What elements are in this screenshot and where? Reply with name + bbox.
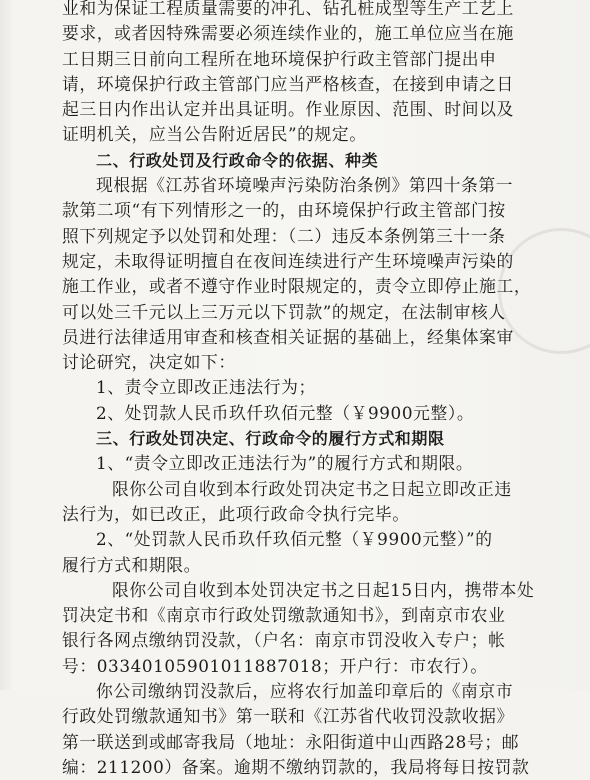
document-line: 可以处三千元以上三万元以下罚款”的规定，在法制审核人 bbox=[62, 301, 506, 322]
document-line: 银行各网点缴纳罚没款，（户名：南京市罚没收入专户；帐 bbox=[62, 630, 506, 651]
document-body bbox=[62, 0, 535, 780]
document-line: 法行为，如已改正，此项行政命令执行完毕。 bbox=[62, 503, 410, 524]
document-line: 要求，或者因特殊需要必须连续作业的，施工单位应当在施 bbox=[62, 23, 514, 44]
document-line: 1、“责令立即改正违法行为”的履行方式和期限。 bbox=[96, 453, 474, 474]
document-line: 号：03340105901011887018；开户行：市农行）。 bbox=[62, 655, 488, 676]
document-line: 规定，未取得证明擅自在夜间连续进行产生环境噪声污染的 bbox=[62, 250, 514, 271]
document-line: 讨论研究，决定如下： bbox=[62, 352, 236, 373]
document-line: 罚决定书和《南京市行政处罚缴款通知书》，到南京市农业 bbox=[62, 605, 506, 626]
document-line: 限你公司自收到本处罚决定书之日起15日内，携带本处 bbox=[112, 579, 535, 600]
document-line: 员进行法律适用审查和核查相关证据的基础上，经集体案审 bbox=[62, 326, 514, 347]
document-line: 工日期三日前向工程所在地环境保护行政主管部门提出申 bbox=[62, 48, 497, 69]
document-line: 业和为保证工程质量需要的冲孔、钻孔桩成型等生产工艺上 bbox=[62, 0, 514, 18]
document-line: 2、“处罚款人民币玖仟玖佰元整（￥9900元整）”的 bbox=[96, 529, 493, 550]
document-line: 限你公司自收到本行政处罚决定书之日起立即改正违 bbox=[112, 478, 512, 499]
document-line: 三、行政处罚决定、行政命令的履行方式和期限 bbox=[96, 429, 445, 449]
document-line: 款第二项“有下列情形之一的，由环境保护行政主管部门按 bbox=[62, 200, 506, 221]
document-line: 现根据《江苏省环境噪声污染防治条例》第四十条第一 bbox=[96, 175, 514, 196]
document-line: 履行方式和期限。 bbox=[62, 554, 202, 575]
document-line: 证明机关，应当公告附近居民”的规定。 bbox=[62, 124, 367, 145]
document-line: 第一联送到或邮寄我局（地址：永阳街道中山西路28号；邮 bbox=[62, 731, 520, 752]
document-line: 行政处罚缴款通知书》第一联和《江苏省代收罚没款收据》 bbox=[62, 706, 514, 727]
document-line: 2、处罚款人民币玖仟玖佰元整（￥9900元整）。 bbox=[96, 402, 475, 423]
document-line: 施工作业，或者不遵守作业时限规定的，责令立即停止施工， bbox=[62, 276, 532, 297]
document-line: 编：211200）备案。逾期不缴纳罚款的，我局将每日按罚款 bbox=[62, 756, 530, 777]
document-line: 照下列规定予以处罚和处理：（二）违反本条例第三十一条 bbox=[62, 225, 506, 246]
document-line: 你公司缴纳罚没款后，应将农行加盖印章后的《南京市 bbox=[96, 681, 514, 702]
document-line: 1、责令立即改正违法行为； bbox=[96, 377, 316, 398]
document-line: 请，环境保护行政主管部门应当严格核查，在接到申请之日 bbox=[62, 73, 514, 94]
document-line: 起三日内作出认定并出具证明。作业原因、范围、时间以及 bbox=[62, 99, 514, 120]
document-line: 二、行政处罚及行政命令的依据、种类 bbox=[96, 150, 379, 170]
